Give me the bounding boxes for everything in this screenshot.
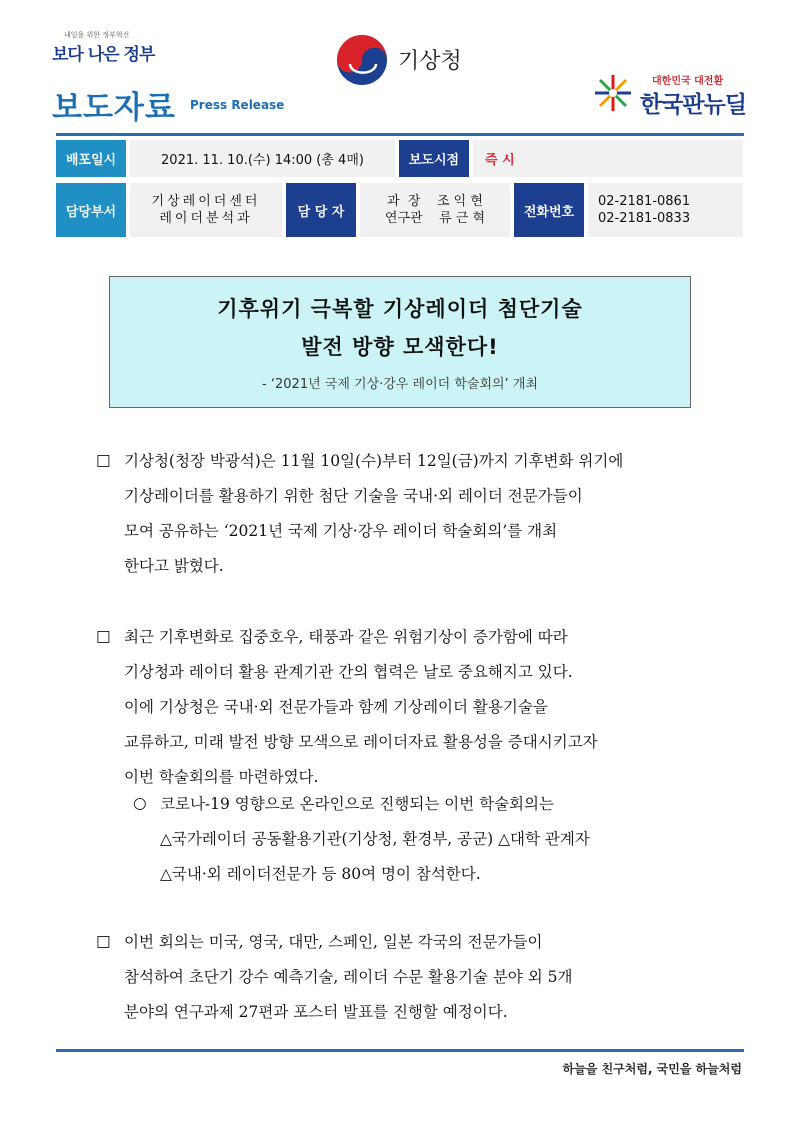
contact-label: 담 당 자 [286, 183, 356, 237]
paragraph-1 [124, 444, 623, 584]
sub-bullet-line: △국가레이더 공동활용기관(기상청, 환경부, 공군) △대학 관계자 [160, 830, 590, 848]
gov-innovation-tagline: 내일을 위한 정부혁신 [64, 31, 130, 39]
phone-label: 전화번호 [514, 183, 584, 237]
contact-value [360, 183, 510, 237]
dept-label: 담당부서 [56, 183, 126, 237]
paragraph-1-line: 한다고 밝혔다. [124, 557, 224, 575]
checkbox-bullet: □ [96, 627, 111, 645]
paragraph-2-line: 이번 학술회의를 마련하였다. [124, 768, 319, 786]
footer-slogan: 하늘을 친구처럼, 국민을 하늘처럼 [562, 1062, 742, 1076]
checkbox-bullet: □ [96, 451, 111, 469]
dept-value [130, 183, 282, 237]
gov-logo: 보다 나은 정부 [52, 45, 155, 65]
contact-line-2: 연구관 류 근 혁 [384, 211, 486, 226]
release-date-value: 2021. 11. 10.(수) 14:00 (총 4매) [130, 140, 395, 177]
dept-line-1: 기상레이더센터 [151, 194, 261, 209]
embargo-label: 보도시점 [399, 140, 469, 177]
paragraph-2-line: 이에 기상청은 국내·외 전문가들과 함께 기상레이더 활용기술을 [124, 698, 548, 716]
new-deal-logo-text: 한국판뉴딜 [640, 92, 747, 118]
paragraph-2-sub [160, 787, 590, 892]
phone-line-2: 02-2181-0833 [598, 211, 691, 226]
kma-emblem-icon [336, 34, 388, 86]
release-date-label: 배포일시 [56, 140, 126, 177]
press-release-subtitle: Press Release [190, 98, 285, 112]
circle-bullet: ○ [133, 794, 147, 812]
headline-line-2: 발전 방향 모색한다! [301, 335, 499, 359]
sub-bullet-line: 코로나-19 영향으로 온라인으로 진행되는 이번 학술회의는 [160, 795, 554, 813]
phone-line-1: 02-2181-0861 [598, 194, 691, 209]
footer-divider [56, 1049, 744, 1052]
sub-bullet-line: △국내·외 레이더전문가 등 80여 명이 참석한다. [160, 865, 481, 883]
press-release-title: 보도자료 [52, 90, 176, 126]
new-deal-tagline: 대한민국 대전환 [652, 76, 724, 87]
headline-box [109, 276, 691, 408]
embargo-value: 즉 시 [473, 140, 743, 177]
agency-name: 기상청 [398, 49, 462, 74]
paragraph-2 [124, 620, 598, 795]
paragraph-3-line: 분야의 연구과제 27편과 포스터 발표를 진행할 예정이다. [124, 1003, 508, 1021]
paragraph-1-line: 모여 공유하는 ‘2021년 국제 기상·강우 레이더 학술회의’를 개최 [124, 522, 558, 540]
headline-line-1: 기후위기 극복할 기상레이더 첨단기술 [217, 297, 583, 321]
new-deal-emblem-icon [592, 72, 634, 114]
dept-line-2: 레이더분석과 [159, 211, 253, 226]
contact-line-1: 과 장 조 익 현 [387, 194, 483, 209]
checkbox-bullet: □ [96, 932, 111, 950]
paragraph-2-line: 기상청과 레이더 활용 관계기관 간의 협력은 날로 중요해지고 있다. [124, 663, 573, 681]
paragraph-1-line: 기상청(청장 박광석)은 11월 10일(수)부터 12일(금)까지 기후변화 위기에 [124, 452, 624, 470]
headline-subtitle: - ‘2021년 국제 기상·강우 레이더 학술회의’ 개최 [262, 377, 538, 392]
paragraph-3 [124, 925, 572, 1030]
paragraph-2-line: 교류하고, 미래 발전 방향 모색으로 레이더자료 활용성을 증대시키고자 [124, 733, 598, 751]
header-divider [56, 133, 744, 136]
paragraph-1-line: 기상레이더를 활용하기 위한 첨단 기술을 국내·외 레이더 전문가들이 [124, 487, 583, 505]
phone-value [588, 183, 743, 237]
paragraph-3-line: 참석하여 초단기 강수 예측기술, 레이더 수문 활용기술 분야 외 5개 [124, 968, 573, 986]
paragraph-3-line: 이번 회의는 미국, 영국, 대만, 스페인, 일본 각국의 전문가들이 [124, 933, 543, 951]
paragraph-2-line: 최근 기후변화로 집중호우, 태풍과 같은 위험기상이 증가함에 따라 [124, 628, 568, 646]
